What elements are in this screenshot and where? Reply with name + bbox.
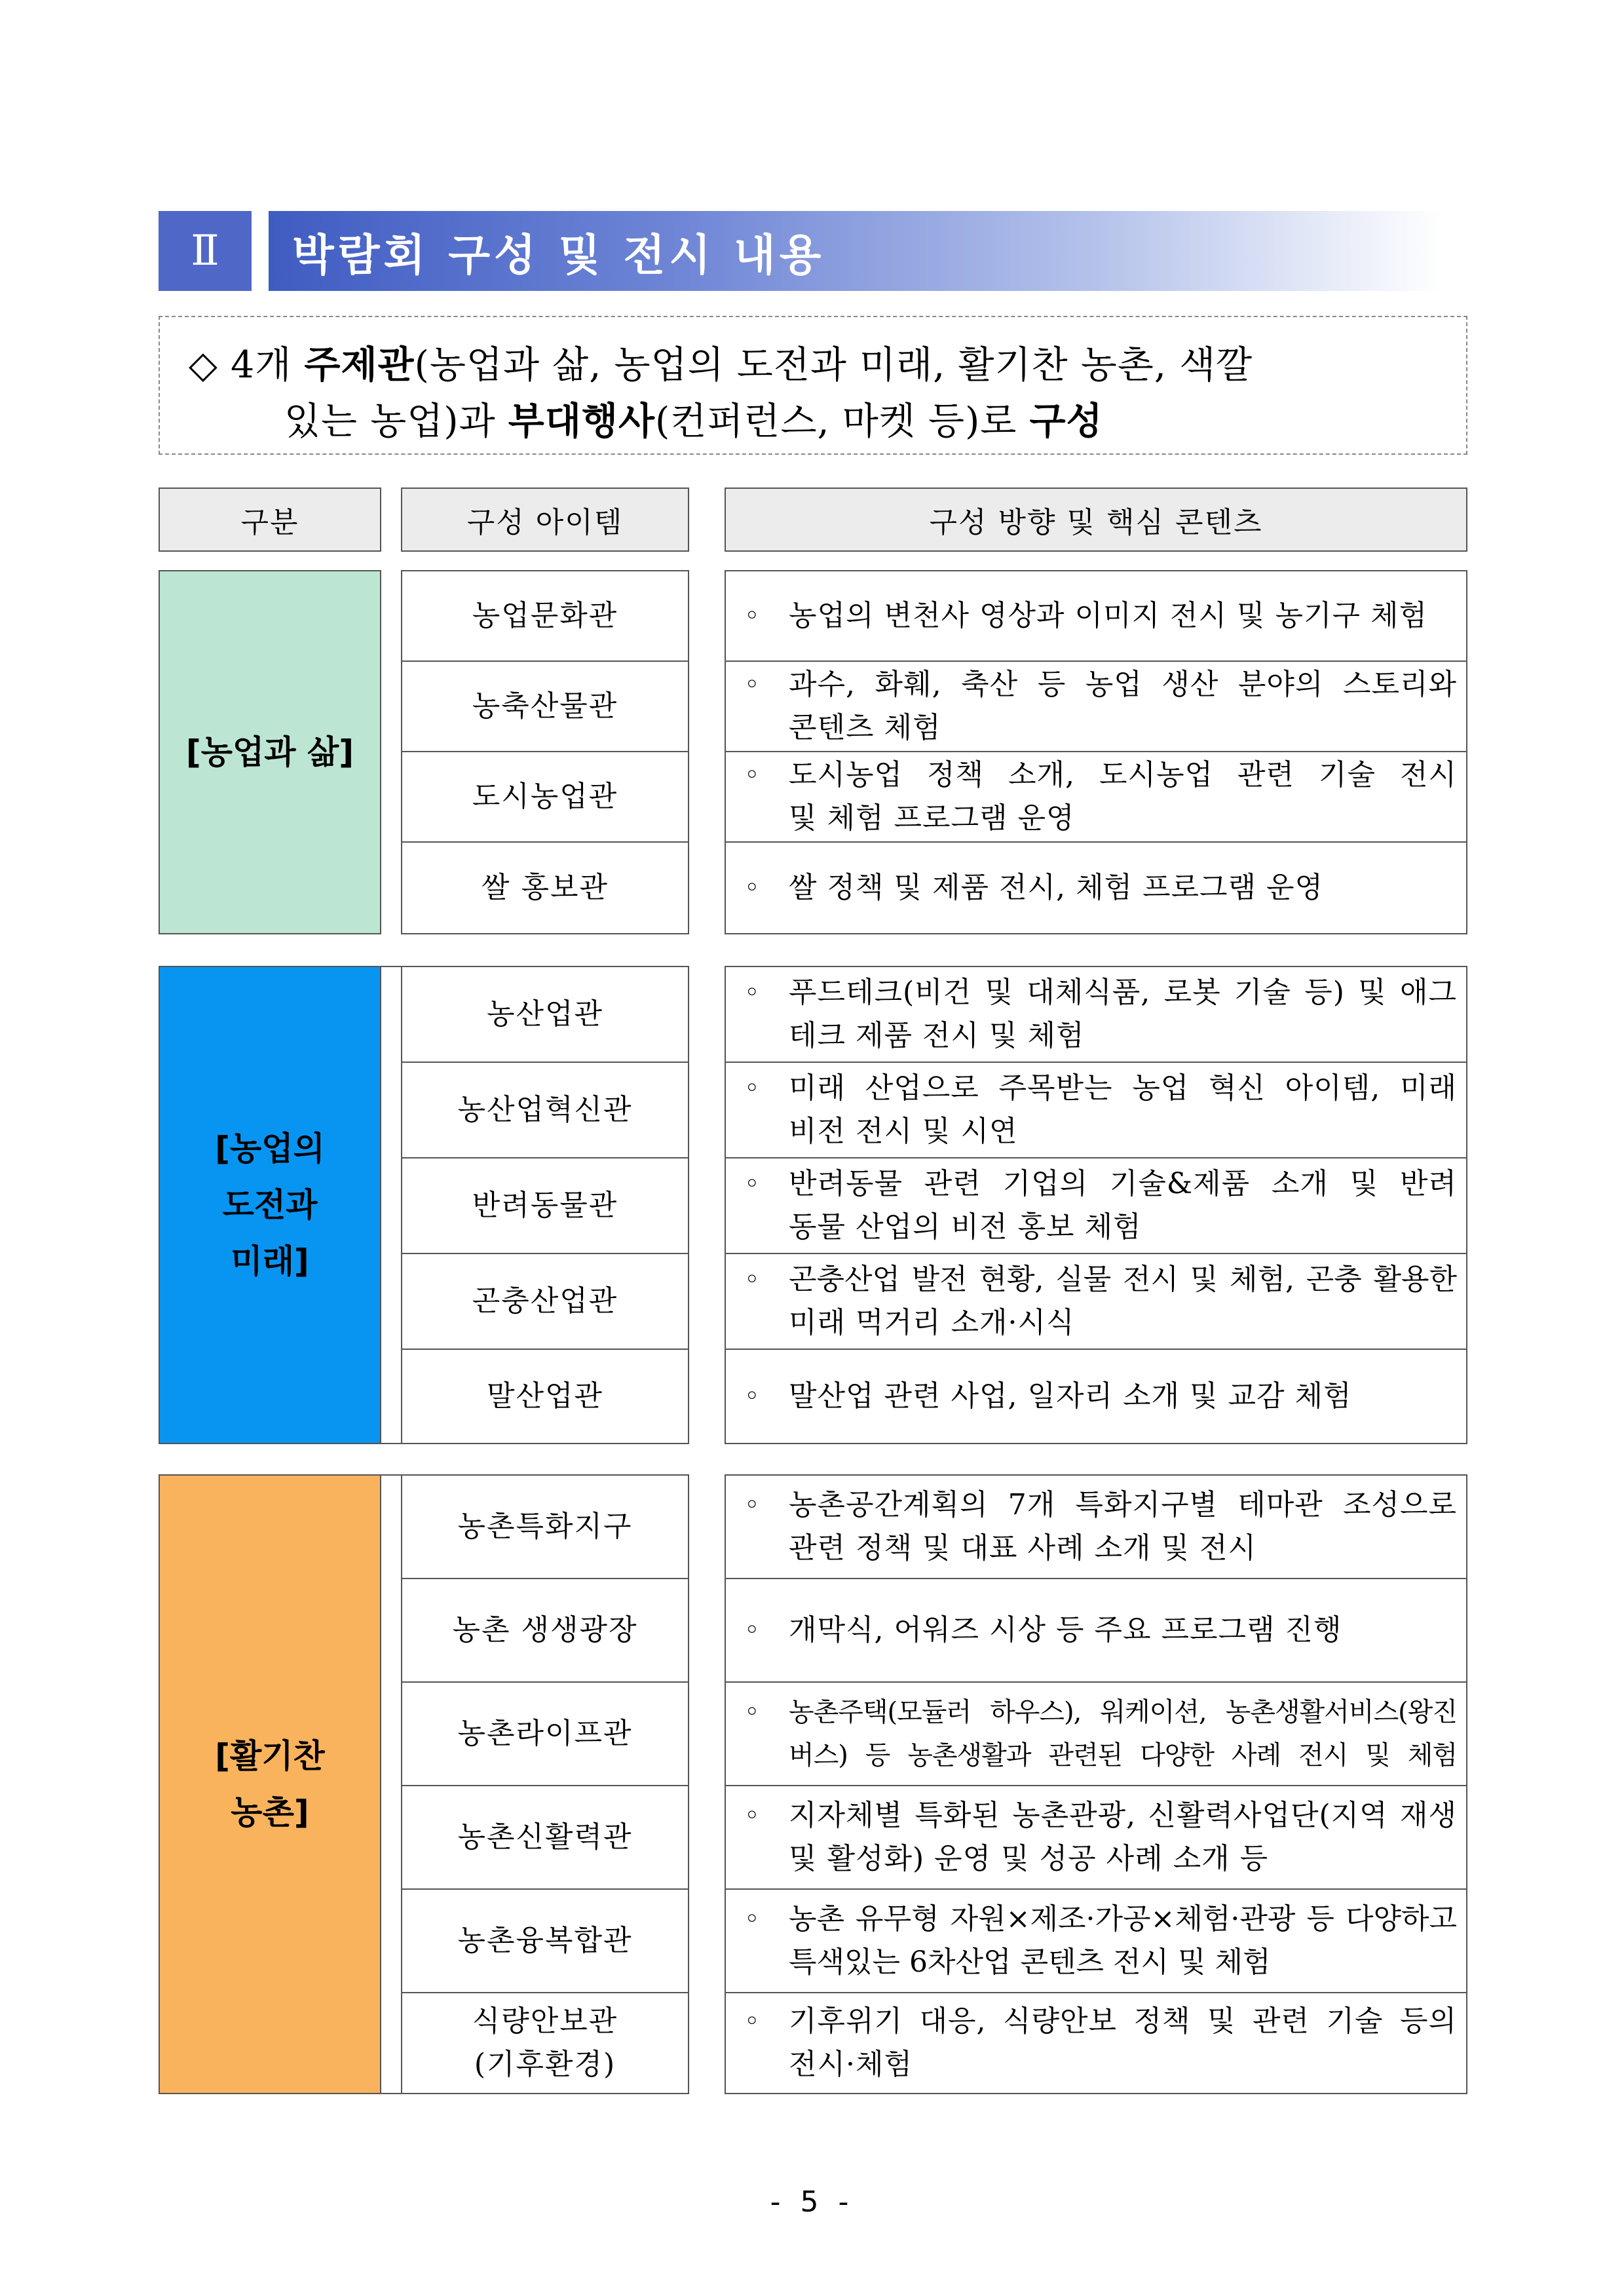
- category-gap: [381, 966, 401, 1444]
- content-text: 곤충산업 발전 현황, 실물 전시 및 체험, 곤충 활용한: [789, 1263, 1457, 1296]
- section-title-bar: [269, 211, 1443, 291]
- item-cell: 농촌특화지구: [401, 1474, 689, 1579]
- header-item: 구성 아이템: [401, 488, 689, 552]
- content-text: 미래 먹거리 소개·시식: [789, 1306, 1075, 1339]
- category-label: 도전과: [222, 1186, 318, 1224]
- content-text: 기후위기 대응, 식량안보 정책 및 관련 기술 등의: [789, 2004, 1457, 2038]
- bullet-icon: ◦: [744, 1697, 760, 1727]
- item-cell: 농촌라이프관: [401, 1681, 689, 1786]
- category-label: [농업과 삶]: [185, 733, 354, 771]
- content-cell: [725, 1681, 1467, 1786]
- category-label: [농업의: [215, 1130, 325, 1168]
- content-cell: [725, 1888, 1467, 1993]
- content-text: 동물 산업의 비전 홍보 체험: [789, 1210, 1142, 1244]
- content-cell: [725, 841, 1467, 934]
- item-cell: 농업문화관: [401, 570, 689, 662]
- content-cell: [725, 1785, 1467, 1890]
- summary-line-2: [189, 393, 1453, 450]
- content-cell: [725, 1157, 1467, 1254]
- content-text: 개막식, 어워즈 시상 등 주요 프로그램 진행: [789, 1613, 1342, 1647]
- content-cell: [725, 1349, 1467, 1444]
- content-text: 미래 산업으로 주목받는 농업 혁신 아이템, 미래: [789, 1071, 1457, 1105]
- item-cell: [401, 1992, 689, 2094]
- summary-bold-text: 부대행사: [508, 399, 656, 443]
- content-text: 말산업 관련 사업, 일자리 소개 및 교감 체험: [789, 1379, 1352, 1413]
- category-agriculture-life: [159, 570, 381, 934]
- section-title: 박람회 구성 및 전시 내용: [292, 229, 825, 280]
- content-text: 비전 전시 및 시연: [789, 1115, 1018, 1148]
- summary-text: (농업과 삶, 농업의 도전과 미래, 활기찬 농촌, 색깔: [414, 343, 1253, 387]
- bullet-icon: ◦: [744, 760, 760, 790]
- content-text: 테크 제품 전시 및 체험: [789, 1019, 1085, 1052]
- summary-line-1: [189, 337, 1453, 393]
- bullet-icon: ◦: [744, 1490, 760, 1520]
- item-cell: 농촌 생생광장: [401, 1578, 689, 1683]
- content-text: 및 체험 프로그램 운영: [789, 801, 1075, 835]
- bullet-icon: ◦: [744, 1615, 760, 1645]
- content-cell: [725, 570, 1467, 662]
- bullet-icon: ◦: [744, 978, 760, 1008]
- bullet-icon: ◦: [744, 2006, 760, 2037]
- content-text: 관련 정책 및 대표 사례 소개 및 전시: [789, 1531, 1256, 1565]
- item-text: (기후환경): [474, 2048, 616, 2081]
- bullet-icon: ◦: [744, 1381, 760, 1411]
- summary-bold-text: 구성: [1029, 399, 1103, 443]
- content-text: 도시농업 정책 소개, 도시농업 관련 기술 전시: [789, 758, 1457, 792]
- item-cell: 쌀 홍보관: [401, 841, 689, 934]
- content-text: 푸드테크(비건 및 대체식품, 로봇 기술 등) 및 애그: [789, 976, 1457, 1009]
- content-text: 전시·체험: [789, 2048, 913, 2081]
- item-cell: 도시농업관: [401, 751, 689, 843]
- bullet-icon: ◦: [744, 873, 760, 903]
- header-category: 구분: [159, 488, 381, 552]
- category-label: 농촌]: [231, 1793, 309, 1831]
- category-label: 미래]: [231, 1242, 309, 1280]
- item-cell: 말산업관: [401, 1349, 689, 1444]
- content-text: 농업의 변천사 영상과 이미지 전시 및 농기구 체험: [789, 599, 1427, 632]
- content-cell: [725, 751, 1467, 843]
- bullet-icon: ◦: [744, 1904, 760, 1934]
- content-text: 반려동물 관련 기업의 기술&제품 소개 및 반려: [789, 1167, 1457, 1200]
- item-cell: 반려동물관: [401, 1157, 689, 1254]
- item-cell: 농촌융복합관: [401, 1888, 689, 1993]
- content-text: 농촌주택(모듈러 하우스), 워케이션, 농촌생활서비스(왕진: [789, 1697, 1457, 1727]
- section-number: Ⅱ: [159, 211, 252, 291]
- summary-box: [159, 316, 1467, 455]
- header-content: 구성 방향 및 핵심 콘텐츠: [725, 488, 1467, 552]
- content-cell: [725, 1062, 1467, 1158]
- diamond-icon: ◇: [189, 343, 218, 387]
- category-gap: [381, 1474, 401, 2094]
- page-number: - 5 -: [770, 2185, 854, 2219]
- item-cell: 농축산물관: [401, 660, 689, 752]
- summary-text: 있는 농업)과: [284, 400, 508, 443]
- bullet-icon: ◦: [744, 1169, 760, 1199]
- content-text: 콘텐츠 체험: [789, 711, 941, 744]
- item-text: 식량안보관: [472, 2004, 618, 2038]
- category-label: [활기찬: [215, 1737, 325, 1775]
- bullet-icon: ◦: [744, 670, 760, 700]
- content-cell: [725, 1253, 1467, 1350]
- summary-text: 4개: [230, 343, 305, 387]
- item-cell: 곤충산업관: [401, 1253, 689, 1350]
- item-cell: 농촌신활력관: [401, 1785, 689, 1890]
- content-cell: [725, 1474, 1467, 1579]
- content-text: 및 활성화) 운영 및 성공 사례 소개 등: [789, 1842, 1269, 1875]
- content-text: 농촌공간계획의 7개 특화지구별 테마관 조성으로: [789, 1488, 1457, 1521]
- bullet-icon: ◦: [744, 601, 760, 631]
- summary-bold-text: 주제관: [304, 343, 415, 387]
- content-text: 과수, 화훼, 축산 등 농업 생산 분야의 스토리와: [789, 668, 1457, 701]
- bullet-icon: ◦: [744, 1265, 760, 1295]
- summary-text: (컨퍼런스, 마켓 등)로: [655, 400, 1030, 443]
- content-text: 농촌 유무형 자원×제조·가공×체험·관광 등 다양하고: [789, 1902, 1457, 1936]
- content-text: 특색있는 6차산업 콘텐츠 전시 및 체험: [789, 1945, 1271, 1979]
- bullet-icon: ◦: [744, 1073, 760, 1103]
- item-cell: 농산업관: [401, 966, 689, 1063]
- content-cell: [725, 966, 1467, 1063]
- content-text: 버스) 등 농촌생활과 관련된 다양한 사례 전시 및 체험: [789, 1740, 1457, 1770]
- content-text: 지자체별 특화된 농촌관광, 신활력사업단(지역 재생: [789, 1799, 1457, 1832]
- content-cell: [725, 1578, 1467, 1683]
- category-vibrant-rural: [159, 1474, 381, 2094]
- item-cell: 농산업혁신관: [401, 1062, 689, 1158]
- content-text: 쌀 정책 및 제품 전시, 체험 프로그램 운영: [789, 871, 1323, 904]
- content-cell: [725, 1992, 1467, 2094]
- content-cell: [725, 660, 1467, 752]
- category-agriculture-challenge: [159, 966, 381, 1444]
- bullet-icon: ◦: [744, 1801, 760, 1831]
